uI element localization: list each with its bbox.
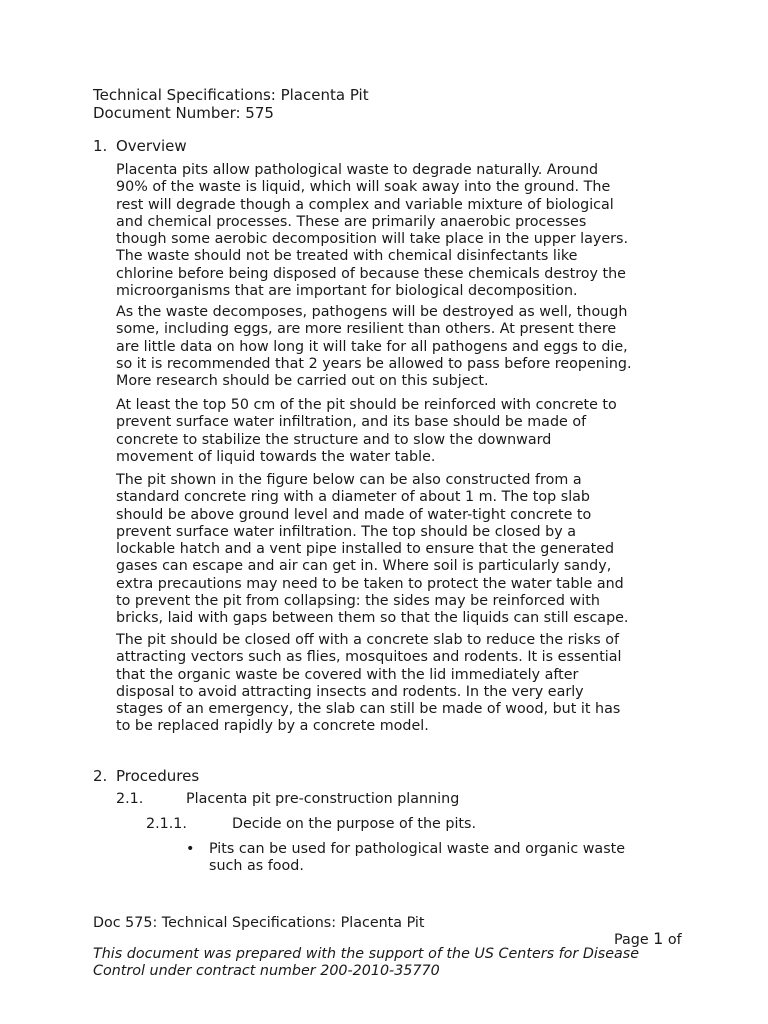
paragraph-line: though some aerobic decomposition will take place in the upper layers.	[116, 231, 629, 248]
subsection-2-1	[116, 791, 459, 808]
paragraph-line: to prevent the pit from collapsing: the sides may be reinforced with	[116, 593, 600, 610]
paragraph-line: standard concrete ring with a diameter of about 1 m. The top slab	[116, 489, 591, 506]
overview-paragraph-3	[116, 397, 686, 466]
paragraph-line: More research should be carried out on this subject.	[116, 373, 489, 390]
page-suffix: of	[667, 932, 682, 948]
footer-note-line: Control under contract number 200-2010-35770	[93, 963, 440, 980]
paragraph-line: lockable hatch and a vent pipe installed to ensure that the generated	[116, 541, 615, 558]
paragraph-line: chlorine before being disposed of because these chemicals destroy the	[116, 265, 626, 282]
overview-paragraph-4	[116, 472, 686, 628]
paragraph-line: 90% of the waste is liquid, which will soak away into the ground. The	[116, 179, 611, 196]
subsection-2-1-1-number: 2.1.1.	[146, 816, 187, 832]
subsection-2-1-number: 2.1.	[116, 791, 144, 807]
paragraph-line: and chemical processes. These are primarily anaerobic processes	[116, 213, 587, 230]
overview-paragraph-2	[116, 304, 686, 390]
paragraph-line: attracting vectors such as flies, mosquitoes and rodents. It is essential	[116, 649, 622, 666]
paragraph-line: some, including eggs, are more resilient than others. At present there	[116, 321, 617, 338]
subsection-2-1-1	[146, 816, 476, 833]
document-title: Technical Specifications: Placenta Pit	[93, 86, 369, 104]
paragraph-line: extra precautions may need to be taken to protect the water table and	[116, 575, 624, 592]
footer-note-line: This document was prepared with the support of the US Centers for Disease	[93, 946, 640, 962]
paragraph-line: The waste should not be treated with chemical disinfectants like	[116, 248, 578, 265]
paragraph-line: prevent surface water infiltration, and its base should be made of	[116, 414, 587, 431]
overview-paragraph-1	[116, 162, 686, 300]
section-2-title: Procedures	[116, 767, 200, 785]
paragraph-line: As the waste decomposes, pathogens will be destroyed as well, though	[116, 304, 628, 320]
document-number: Document Number: 575	[93, 104, 274, 122]
paragraph-line: concrete to stabilize the structure and to slow the downward	[116, 431, 552, 448]
paragraph-line: that the organic waste be covered with the lid immediately after	[116, 666, 579, 683]
paragraph-line: prevent surface water infiltration. The top should be closed by a	[116, 523, 577, 540]
paragraph-line: microorganisms that are important for biological decomposition.	[116, 283, 578, 300]
section-1-title: Overview	[116, 137, 187, 155]
bullet-dot: •	[186, 841, 195, 857]
bullet-line: Pits can be used for pathological waste and organic waste	[209, 841, 626, 857]
paragraph-line: stages of an emergency, the slab can still be made of wood, but it has	[116, 701, 621, 718]
bullet-line: such as food.	[209, 858, 304, 875]
footer-acknowledgement	[93, 946, 693, 981]
paragraph-line: At least the top 50 cm of the pit should be reinforced with concrete to	[116, 397, 617, 413]
section-1-heading	[93, 137, 187, 155]
paragraph-line: movement of liquid towards the water table.	[116, 448, 436, 465]
section-1-number: 1.	[93, 137, 108, 155]
paragraph-line: should be above ground level and made of water-tight concrete to	[116, 506, 592, 523]
paragraph-line: The pit should be closed off with a concrete slab to reduce the risks of	[116, 632, 620, 648]
page-number: 1	[653, 929, 664, 948]
overview-paragraph-5	[116, 632, 686, 736]
paragraph-line: The pit shown in the figure below can be also constructed from a	[116, 472, 582, 488]
bullet-text	[209, 841, 625, 876]
paragraph-line: so it is recommended that 2 years be allowed to pass before reopening.	[116, 355, 632, 372]
page-prefix: Page	[614, 932, 649, 948]
paragraph-line: are little data on how long it will take for all pathogens and eggs to die,	[116, 338, 628, 355]
subsection-2-1-title: Placenta pit pre-construction planning	[186, 791, 460, 807]
paragraph-line: disposal to avoid attracting insects and rodents. In the very early	[116, 683, 584, 700]
section-2-number: 2.	[93, 767, 108, 785]
paragraph-line: bricks, laid with gaps between them so that the liquids can still escape.	[116, 610, 629, 627]
paragraph-line: to be replaced rapidly by a concrete model.	[116, 718, 429, 735]
subsection-2-1-1-title: Decide on the purpose of the pits.	[232, 816, 477, 832]
section-2-heading	[93, 767, 199, 785]
paragraph-line: gases can escape and air can get in. Where soil is particularly sandy,	[116, 558, 612, 575]
footer-document-label: Doc 575: Technical Specifications: Placenta Pit	[93, 915, 425, 931]
paragraph-line: Placenta pits allow pathological waste to degrade naturally. Around	[116, 162, 599, 178]
paragraph-line: rest will degrade though a complex and variable mixture of biological	[116, 196, 614, 213]
